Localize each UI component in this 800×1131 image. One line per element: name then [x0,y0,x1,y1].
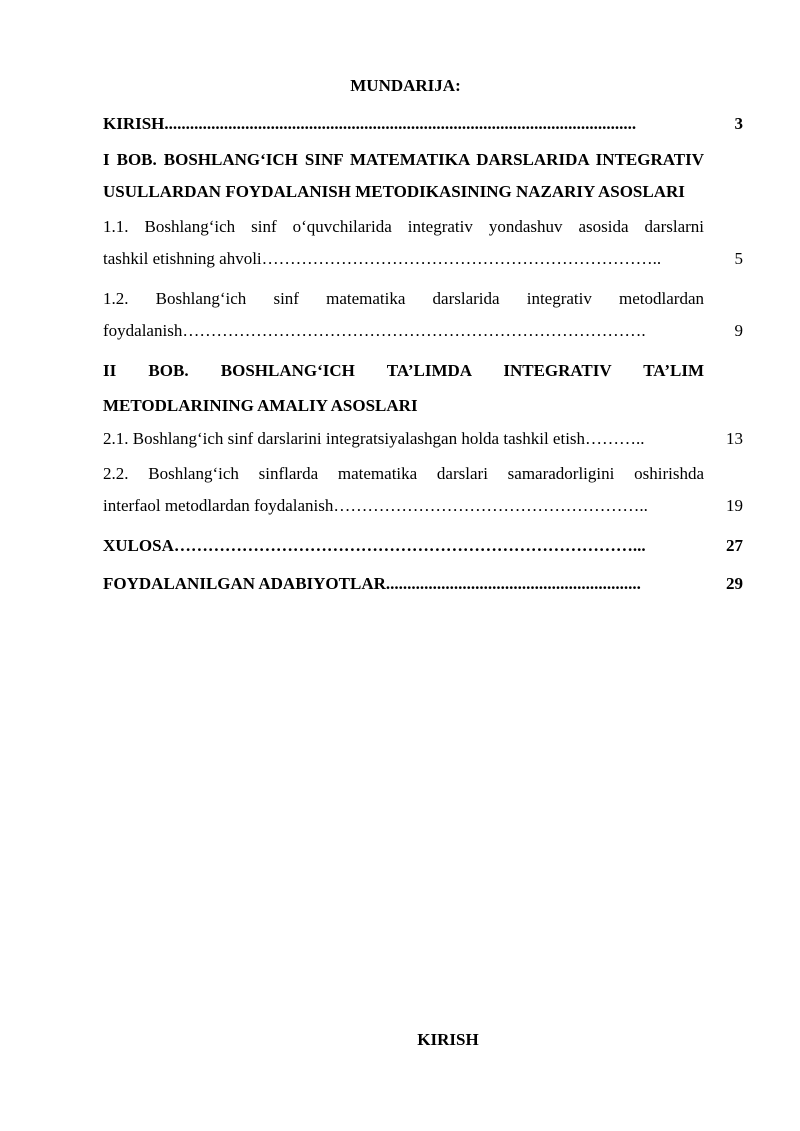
toc-page-number: 19 [726,496,743,515]
toc-chapter-2[interactable] [103,353,704,423]
toc-entry-2-2[interactable] [103,458,743,522]
toc-entry-line2: tashkil etishning ahvoli…………………………………………………………….. [103,249,662,268]
toc-entry-line1: 1.1. Boshlang‘ich sinf o‘quvchilarida integrativ yondashuv asosida darslarni [103,217,704,236]
toc-entry-xulosa[interactable] [103,530,743,562]
toc-chapter-label: II BOB. BOSHLANG‘ICH TA’LIMDA INTEGRATIV TA’LIM METODLARINING AMALIY ASOSLARI [103,361,704,415]
toc-page-number: 27 [726,536,743,555]
toc-entry-label: FOYDALANILGAN ADABIYOTLAR............................................................ [103,574,641,593]
toc-entry-text [103,458,704,522]
toc-entry-adabiyotlar[interactable] [103,568,743,600]
toc-chapter-1[interactable]: I BOB. BOSHLANG‘ICH SINF MATEMATIKA DARSLARIDA INTEGRATIV USULLARDAN FOYDALANISH METODIKASINING NAZARIY ASOSLARI [103,150,704,201]
toc-entry-1-1[interactable] [103,211,743,275]
toc-entry-line2: foydalanish………………………………………………………………………. [103,321,646,340]
toc-entry-label: 2.1. Boshlang‘ich sinf darslarini integratsiyalashgan holda tashkil etish……….. [103,429,645,448]
toc-entry-text [103,283,704,347]
toc-entry-1-2[interactable] [103,283,743,347]
toc-page-number: 13 [726,429,743,448]
toc-entry-label: KIRISH............................................................................................................... [103,114,637,133]
table-of-contents [103,108,743,600]
toc-entry-line2: interfaol metodlardan foydalanish……………………………………………….. [103,496,648,515]
section-heading-kirish: KIRISH [417,1030,479,1049]
toc-page-number: 3 [734,114,743,133]
toc-page-number: 29 [726,574,743,593]
toc-entry-2-1[interactable] [103,423,743,455]
toc-entry-line1: 2.2. Boshlang‘ich sinflarda matematika darslari samaradorligini oshirishda [103,464,704,483]
toc-entry-text [103,211,704,275]
toc-entry-line1: 1.2. Boshlang‘ich sinf matematika darslarida integrativ metodlardan [103,289,704,308]
toc-title: MUNDARIJA: [350,76,461,95]
toc-entry-label: XULOSA………………………………………………………………………... [103,536,646,555]
toc-page-number: 5 [734,249,743,268]
toc-entry-kirish[interactable] [103,108,743,140]
toc-page-number: 9 [734,321,743,340]
